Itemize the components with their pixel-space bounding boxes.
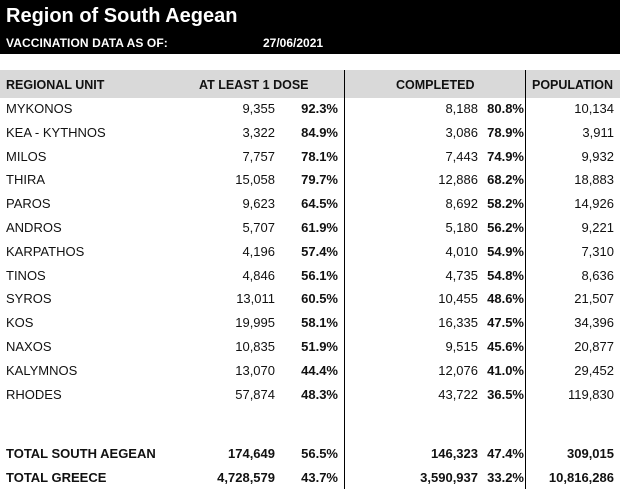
population-cell: 7,310 — [581, 243, 614, 259]
completed-percent-cell: 45.6% — [487, 339, 524, 354]
table-row — [0, 98, 620, 121]
dose-count-cell: 174,649 — [228, 446, 275, 461]
completed-count-cell: 9,515 — [445, 339, 478, 354]
completed-count-cell: 3,086 — [445, 124, 478, 140]
regional-unit-cell: TOTAL SOUTH AEGEAN — [6, 446, 156, 461]
completed-count-cell: 7,443 — [445, 148, 478, 164]
dose-count-cell: 15,058 — [235, 172, 275, 188]
regional-unit-cell: TOTAL GREECE — [6, 470, 107, 485]
completed-count-cell: 4,010 — [445, 243, 478, 259]
completed-percent-cell: 47.4% — [487, 446, 524, 461]
total-row — [0, 443, 620, 466]
completed-count-cell: 8,188 — [445, 101, 478, 116]
dose-percent-cell: 51.9% — [301, 339, 338, 354]
population-cell: 309,015 — [567, 446, 614, 461]
dose-count-cell: 9,355 — [242, 101, 275, 116]
population-cell: 14,926 — [574, 196, 614, 212]
population-cell: 9,932 — [581, 148, 614, 164]
population-cell: 10,816,286 — [548, 470, 614, 485]
completed-percent-cell: 54.8% — [487, 267, 524, 283]
table-row — [0, 312, 620, 335]
data-date-value: 27/06/2021 — [263, 36, 324, 50]
population-cell: 8,636 — [581, 267, 614, 283]
completed-count-cell: 12,886 — [438, 172, 478, 188]
dose-count-cell: 9,623 — [242, 196, 275, 212]
completed-count-cell: 16,335 — [438, 315, 478, 331]
population-cell: 119,830 — [567, 386, 614, 402]
dose-count-cell: 4,728,579 — [217, 470, 275, 485]
completed-count-cell: 10,455 — [438, 291, 478, 307]
dose-count-cell: 13,070 — [235, 362, 275, 378]
header-regional-unit: REGIONAL UNIT — [6, 78, 105, 92]
total-row — [0, 467, 620, 490]
regional-unit-cell: MYKONOS — [6, 101, 73, 116]
dose-count-cell: 13,011 — [236, 291, 275, 307]
completed-count-cell: 4,735 — [445, 267, 478, 283]
table-row — [0, 336, 620, 359]
dose-percent-cell: 48.3% — [301, 386, 338, 402]
table-row — [0, 146, 620, 169]
population-cell: 9,221 — [581, 220, 614, 235]
dose-percent-cell: 44.4% — [301, 362, 338, 378]
regional-unit-cell: SYROS — [6, 291, 52, 307]
completed-percent-cell: 54.9% — [487, 243, 524, 259]
table-row — [0, 241, 620, 264]
regional-unit-cell: KARPATHOS — [6, 243, 85, 259]
header-at-least-1-dose: AT LEAST 1 DOSE — [199, 78, 309, 92]
dose-percent-cell: 79.7% — [301, 172, 338, 188]
dose-percent-cell: 58.1% — [301, 315, 338, 331]
table-header — [0, 70, 620, 98]
population-cell: 3,911 — [582, 124, 614, 140]
regional-unit-cell: RHODES — [6, 386, 62, 402]
population-cell: 20,877 — [574, 339, 614, 354]
dose-percent-cell: 64.5% — [301, 196, 338, 212]
dose-percent-cell: 43.7% — [301, 470, 338, 485]
dose-percent-cell: 92.3% — [301, 101, 338, 116]
dose-count-cell: 5,707 — [242, 220, 275, 235]
dose-count-cell: 3,322 — [242, 124, 275, 140]
population-cell: 18,883 — [574, 172, 614, 188]
regional-unit-cell: PAROS — [6, 196, 51, 212]
dose-percent-cell: 56.5% — [301, 446, 338, 461]
population-cell: 34,396 — [574, 315, 614, 331]
completed-percent-cell: 33.2% — [487, 470, 524, 485]
completed-percent-cell: 36.5% — [487, 386, 524, 402]
population-cell: 10,134 — [574, 101, 614, 116]
dose-count-cell: 19,995 — [235, 315, 275, 331]
completed-percent-cell: 74.9% — [487, 148, 524, 164]
header-population: POPULATION — [532, 78, 614, 92]
completed-count-cell: 3,590,937 — [420, 470, 478, 485]
regional-unit-cell: TINOS — [6, 267, 46, 283]
population-cell: 29,452 — [574, 362, 614, 378]
table-row — [0, 265, 620, 288]
title-banner — [0, 0, 620, 54]
dose-percent-cell: 56.1% — [301, 267, 338, 283]
dose-count-cell: 4,846 — [242, 267, 275, 283]
completed-count-cell: 5,180 — [445, 220, 478, 235]
dose-percent-cell: 60.5% — [301, 291, 338, 307]
data-date-label: VACCINATION DATA AS OF: — [6, 36, 168, 50]
completed-percent-cell: 56.2% — [487, 220, 524, 235]
table-row — [0, 217, 620, 240]
completed-count-cell: 43,722 — [438, 386, 478, 402]
table-row — [0, 384, 620, 407]
completed-count-cell: 8,692 — [445, 196, 478, 212]
regional-unit-cell: THIRA — [6, 172, 45, 188]
completed-count-cell: 12,076 — [438, 362, 478, 378]
regional-unit-cell: NAXOS — [6, 339, 52, 354]
table-row — [0, 122, 620, 145]
dose-count-cell: 57,874 — [235, 386, 275, 402]
dose-percent-cell: 84.9% — [301, 124, 338, 140]
dose-percent-cell: 61.9% — [301, 220, 338, 235]
dose-percent-cell: 78.1% — [301, 148, 338, 164]
table-row — [0, 193, 620, 216]
completed-percent-cell: 48.6% — [487, 291, 524, 307]
completed-percent-cell: 58.2% — [487, 196, 524, 212]
dose-count-cell: 10,835 — [235, 339, 275, 354]
completed-percent-cell: 47.5% — [487, 315, 524, 331]
population-cell: 21,507 — [574, 291, 614, 307]
regional-unit-cell: KOS — [6, 315, 34, 331]
completed-percent-cell: 78.9% — [487, 124, 524, 140]
completed-percent-cell: 80.8% — [487, 101, 524, 116]
dose-percent-cell: 57.4% — [301, 243, 338, 259]
regional-unit-cell: MILOS — [6, 148, 47, 164]
table-row — [0, 169, 620, 192]
completed-percent-cell: 41.0% — [487, 362, 524, 378]
table-row — [0, 288, 620, 311]
dose-count-cell: 7,757 — [242, 148, 275, 164]
dose-count-cell: 4,196 — [242, 243, 275, 259]
header-completed: COMPLETED — [396, 78, 475, 92]
regional-unit-cell: ANDROS — [6, 220, 62, 235]
regional-unit-cell: KEA - KYTHNOS — [6, 124, 106, 140]
table-row — [0, 360, 620, 383]
regional-unit-cell: KALYMNOS — [6, 362, 78, 378]
completed-count-cell: 146,323 — [431, 446, 478, 461]
page-title: Region of South Aegean — [6, 5, 238, 27]
completed-percent-cell: 68.2% — [487, 172, 524, 188]
